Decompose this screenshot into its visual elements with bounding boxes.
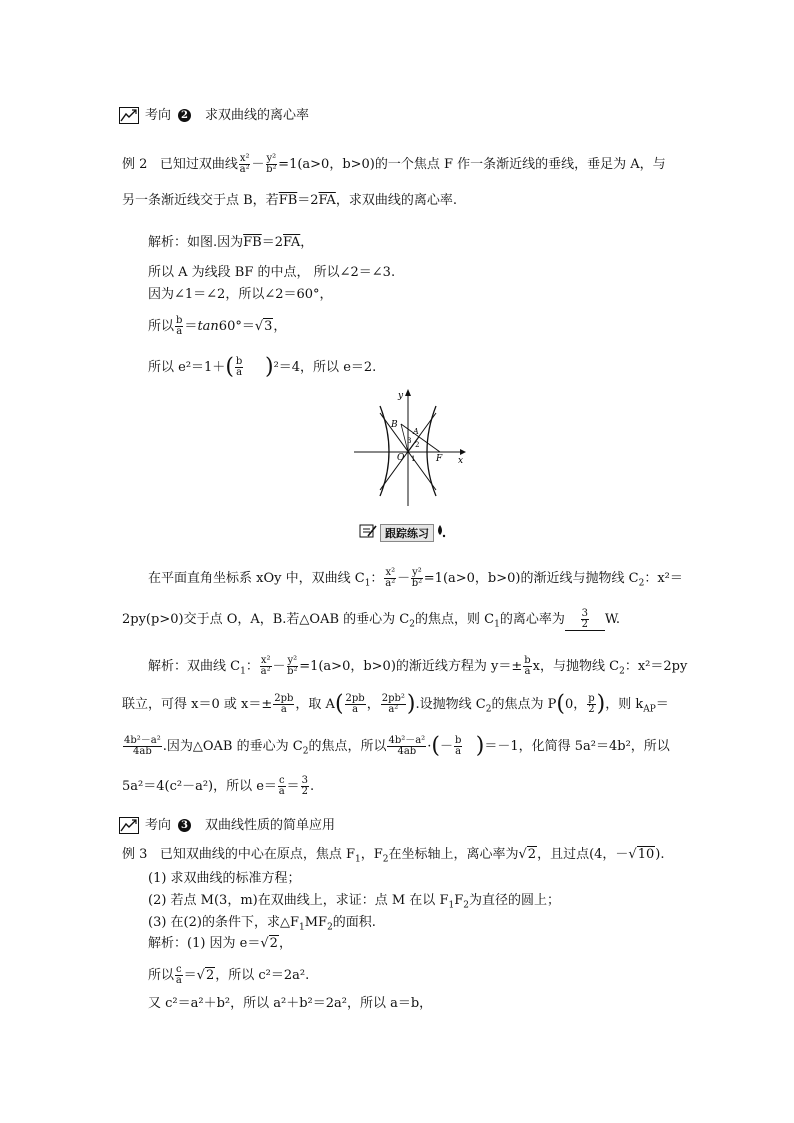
numerator: 2pb² [381,693,405,704]
example-label: 例 3 [122,847,148,862]
label-A: A [413,427,419,436]
text: ，则 k [605,697,644,712]
heading-number-badge: 2 [178,109,191,122]
denominator: a [524,666,531,677]
fraction [345,694,366,715]
solution-2-line-4: 所以 $\frac{b}{a}$ ＝tan60°＝√3， [148,315,287,337]
fraction [273,694,294,715]
subscript: 2 [409,619,415,630]
tan-function: tan [197,319,219,334]
notebook-pen-icon [358,523,378,543]
example-3-line-1: 例 3 已知双曲线的中心在原点，焦点 $F_1$，$F_2$在坐标轴上，离心率为√2，且过点(4，－√10). [122,847,665,865]
text: ＝2 [261,235,283,250]
denominator: 2 [581,619,589,630]
text: ， [366,697,380,712]
numerator: b [524,655,531,666]
text: ＝ [184,319,198,334]
text: W. [604,612,621,627]
practice-solution-line-3: $\frac{\text{4b²－a²}}{4ab}$ .因为△OAB 的垂心为 $C_2$的焦点，所以 $\frac{\text{4b²－a²}}{4ab}$ ·(－ $\frac{b}{a}$ )＝－1，化简得 5a²＝4b²，所以 [124,733,670,759]
text: ). [655,847,665,862]
fraction [301,776,309,797]
denominator: b² [287,666,298,677]
text: 解析：双曲线 C [148,659,241,674]
example-3-item-3 [148,915,376,936]
text: ：x²＝ [644,571,683,586]
subscript: 1 [298,922,305,933]
example-3-item-2 [148,893,560,914]
practice-solution-line-1: 解析：双曲线 $C_1$： $\frac{\text{x²}}{\text{a²}}$ － $\frac{\text{y²}}{\text{b²}}$ =1(a>0，b>0)的渐近线方程为 y＝± $\frac{b}{a}$ x，与抛物线 $C_2$：x²＝2py [148,655,688,677]
text: 的焦点，则 C [414,612,495,627]
numerator: y² [287,655,298,666]
fraction [175,316,183,337]
text: ，且过点(4，－ [537,847,629,862]
text: MF [304,915,328,930]
text: 60°＝ [218,319,255,334]
numerator: b [235,356,243,367]
denominator: a [278,786,285,797]
fraction [123,736,162,757]
heading-title: 求双曲线的离心率 [205,107,310,123]
label-O: O [397,453,405,463]
heading-title: 双曲线性质的简单应用 [205,817,336,833]
sqrt-radicand: 2 [269,936,278,951]
denominator: a² [260,666,271,677]
subscript: AP [643,704,656,715]
text: 解析：如图.因为 [148,235,244,250]
text: ， [278,936,292,951]
example-2-line-1: 例 2 已知过双曲线 $\frac{\text{x²}}{\text{a²}}$ － $\frac{\text{y²}}{\text{b²}}$ =1(a>0，b>0)的一个焦点 F 作一条渐近线的垂线，垂足为 A，与 [122,153,666,175]
solution-2-line-2: 所以 A 为线段 BF 的中点， 所以∠2＝∠3. [148,265,396,280]
practice-solution-line-4 [122,776,314,797]
numerator: p [588,693,595,704]
text: ：x²＝2py [624,659,688,674]
fraction [287,656,299,677]
subscript: 1 [354,854,361,865]
label-x: x [458,456,464,466]
sqrt-radicand: 3 [264,319,273,334]
solution-2-line-5: 所以 e²＝1＋( $\frac{b}{a}$ )²＝4，所以 e＝2. [148,354,377,380]
numerator: c [176,964,182,975]
fraction [266,154,278,175]
subscript: 2 [638,578,645,589]
subscript: 2 [327,922,333,933]
fraction [175,965,183,986]
numerator: y² [412,567,422,578]
subscript: 1 [240,666,246,677]
subscript: 2 [302,746,309,757]
text: 已知双曲线的中心在原点，焦点 F [159,847,355,862]
denominator: a² [388,704,399,715]
text: F [454,893,464,908]
subscript: 2 [463,900,469,911]
example-3-solution-line-3: 又 c²＝a²＋b²，所以 a²＋b²＝2a²，所以 a＝b， [148,996,433,1011]
text: 已知过双曲线 [159,157,238,172]
text: － [439,739,453,754]
text: 在平面直角坐标系 xOy 中，双曲线 C [148,571,365,586]
text: =1(a>0，b>0)的渐近线与抛物线 C [423,571,639,586]
practice-banner [358,524,446,542]
text: ，所以 c²＝2a². [215,968,310,983]
fraction [239,154,251,175]
text: 的面积. [332,915,376,930]
fraction [278,776,286,797]
fraction [587,694,595,715]
text: 另一条渐近线交于点 B，若 [122,193,279,208]
text: 2py(p>0)交于点 O，A，B.若△OAB 的垂心为 C [122,612,410,627]
vector-FA: $\overline{FA}$ [283,235,301,250]
text: 0， [564,697,587,712]
fraction [384,568,396,589]
example-3-solution-line-1: 解析：(1) 因为 e＝√2， [148,936,292,951]
numerator: 2pb [345,693,365,704]
denominator: 2 [588,704,595,715]
numerator: x² [260,655,271,666]
text: 在坐标轴上，离心率为 [388,847,519,862]
answer-blank [565,609,605,631]
text: 所以 [148,319,175,334]
heading-prefix: 考向 [145,817,172,833]
denominator: a [176,326,183,337]
text: ＝－1，化简得 5a²＝4b²，所以 [484,739,670,754]
solution-2-line-3: 因为∠1＝∠2，所以∠2＝60°， [148,287,333,302]
trend-chart-icon [119,817,139,834]
label-B: B [391,420,398,430]
text: .设抛物线 C [415,697,486,712]
denominator: a [175,975,182,986]
denominator: 2 [301,786,308,797]
text: (3) 在(2)的条件下，求△F [148,915,299,930]
text: ，取 A [295,697,335,712]
practice-line-2 [122,609,620,633]
numerator: 4b²－a² [388,735,426,746]
text: ： [370,571,384,586]
numerator: 3 [301,775,308,786]
banner-label: 跟踪练习 [380,524,434,542]
numerator: b [454,735,462,746]
numerator: x² [385,567,396,578]
subscript: 1 [364,578,371,589]
practice-solution-line-2: 联立，可得 x＝0 或 x＝± $\frac{2pb}{a}$ ，取 A( $\frac{2pb}{a}$ ， $\frac{\text{2pb²}}{\text{a²}}$ ).设抛物线 $C_2$的焦点为 P(0， $\frac{p}{2}$ )，则 $k_{AP}=$ [122,691,669,717]
text: ＝ [655,697,669,712]
denominator: 4ab [397,746,417,757]
text: ， [273,319,287,334]
numerator: x² [239,153,250,164]
label-y: y [398,391,404,401]
denominator: b² [411,578,423,589]
denominator: b² [266,164,277,175]
subscript: 2 [485,704,492,715]
text: 的焦点，所以 [308,739,387,754]
example-2-line-2 [122,193,457,209]
denominator: 4ab [133,746,152,757]
angle-label-3: 3 [407,437,412,445]
solution-2-line-1 [148,235,313,251]
vector-FB: $\overline{FB}$ [243,235,262,250]
hyperbola-figure [354,384,470,506]
text: 为直径的圆上； [468,893,560,908]
numerator: c [278,775,285,786]
practice-line-1: 在平面直角坐标系 xOy 中，双曲线 $C_1$： $\frac{\text{x²}}{\text{a²}}$ － $\frac{\text{y²}}{\text{b²}}$ =1(a>0，b>0)的渐近线与抛物线 $C_2$：x²＝ [148,567,683,589]
fraction [260,656,272,677]
numerator: 3 [581,608,589,619]
fraction [411,568,423,589]
numerator: b [176,315,183,326]
text: =1(a>0，b>0)的渐近线方程为 y＝± [299,659,523,674]
subscript: 1 [448,900,455,911]
heading-number-badge: 3 [178,819,191,832]
example-label: 例 2 [122,157,148,172]
trend-chart-icon [119,107,139,124]
fraction [454,736,462,757]
denominator: a² [385,578,396,589]
subscript: 2 [382,854,389,865]
denominator: a [280,704,287,715]
vector-FB: $\overline{FB}$ [278,193,298,208]
label-F: F [436,454,443,464]
fraction [235,357,243,378]
vector-FA: $\overline{FA}$ [318,193,336,208]
denominator: a [455,746,462,757]
text: ： [245,659,259,674]
angle-label-2: 2 [415,441,420,449]
text: ＝ [286,779,300,794]
text: 联立，可得 x＝0 或 x＝± [122,697,273,712]
numerator: 4b²－a² [124,735,161,746]
text: ＝ [183,968,197,983]
sqrt-radicand: 2 [205,968,215,983]
answer-fraction [581,609,589,630]
text: 解析：(1) 因为 e＝ [148,936,261,951]
text: ²＝4，所以 e＝2. [273,360,377,375]
sqrt-radicand: 2 [527,847,537,862]
text: 5a²＝4(c²－a²)，所以 e＝ [122,779,277,794]
angle-label-1: 1 [411,455,416,463]
denominator: a [352,704,359,715]
text: (2) 若点 M(3，m)在双曲线上，求证：点 M 在以 F [148,893,449,908]
subscript: 1 [494,619,500,630]
heading-prefix: 考向 [145,107,172,123]
text: 所以 e²＝1＋ [148,360,226,375]
text: =1(a>0，b>0)的一个焦点 F 作一条渐近线的垂线，垂足为 A，与 [278,157,666,172]
subscript: 2 [619,666,625,677]
text: x，与抛物线 C [532,659,620,674]
text: . [309,779,315,794]
section-heading-2 [119,107,309,124]
text: ， [300,235,314,250]
denominator: a² [239,164,250,175]
text: 的离心率为 [499,612,565,627]
example-3-item-1: (1) 求双曲线的标准方程； [148,871,301,886]
example-3-solution-line-2: 所以 $\frac{c}{a}$ ＝√2，所以 c²＝2a². [148,964,310,986]
section-heading-3 [119,817,335,834]
text: ，求双曲线的离心率. [335,193,457,208]
fraction [381,694,406,715]
fraction [387,736,426,757]
text: 的焦点为 P [491,697,557,712]
text: ，F [360,847,383,862]
sqrt-radicand: 10 [637,847,655,862]
numerator: y² [266,153,277,164]
numerator: 2pb [274,693,294,704]
fraction [523,656,531,677]
denominator: a [236,367,243,378]
text: .因为△OAB 的垂心为 C [162,739,303,754]
text: ＝2 [297,193,319,208]
paint-drop-icon [434,524,446,542]
text: 所以 [148,968,175,983]
